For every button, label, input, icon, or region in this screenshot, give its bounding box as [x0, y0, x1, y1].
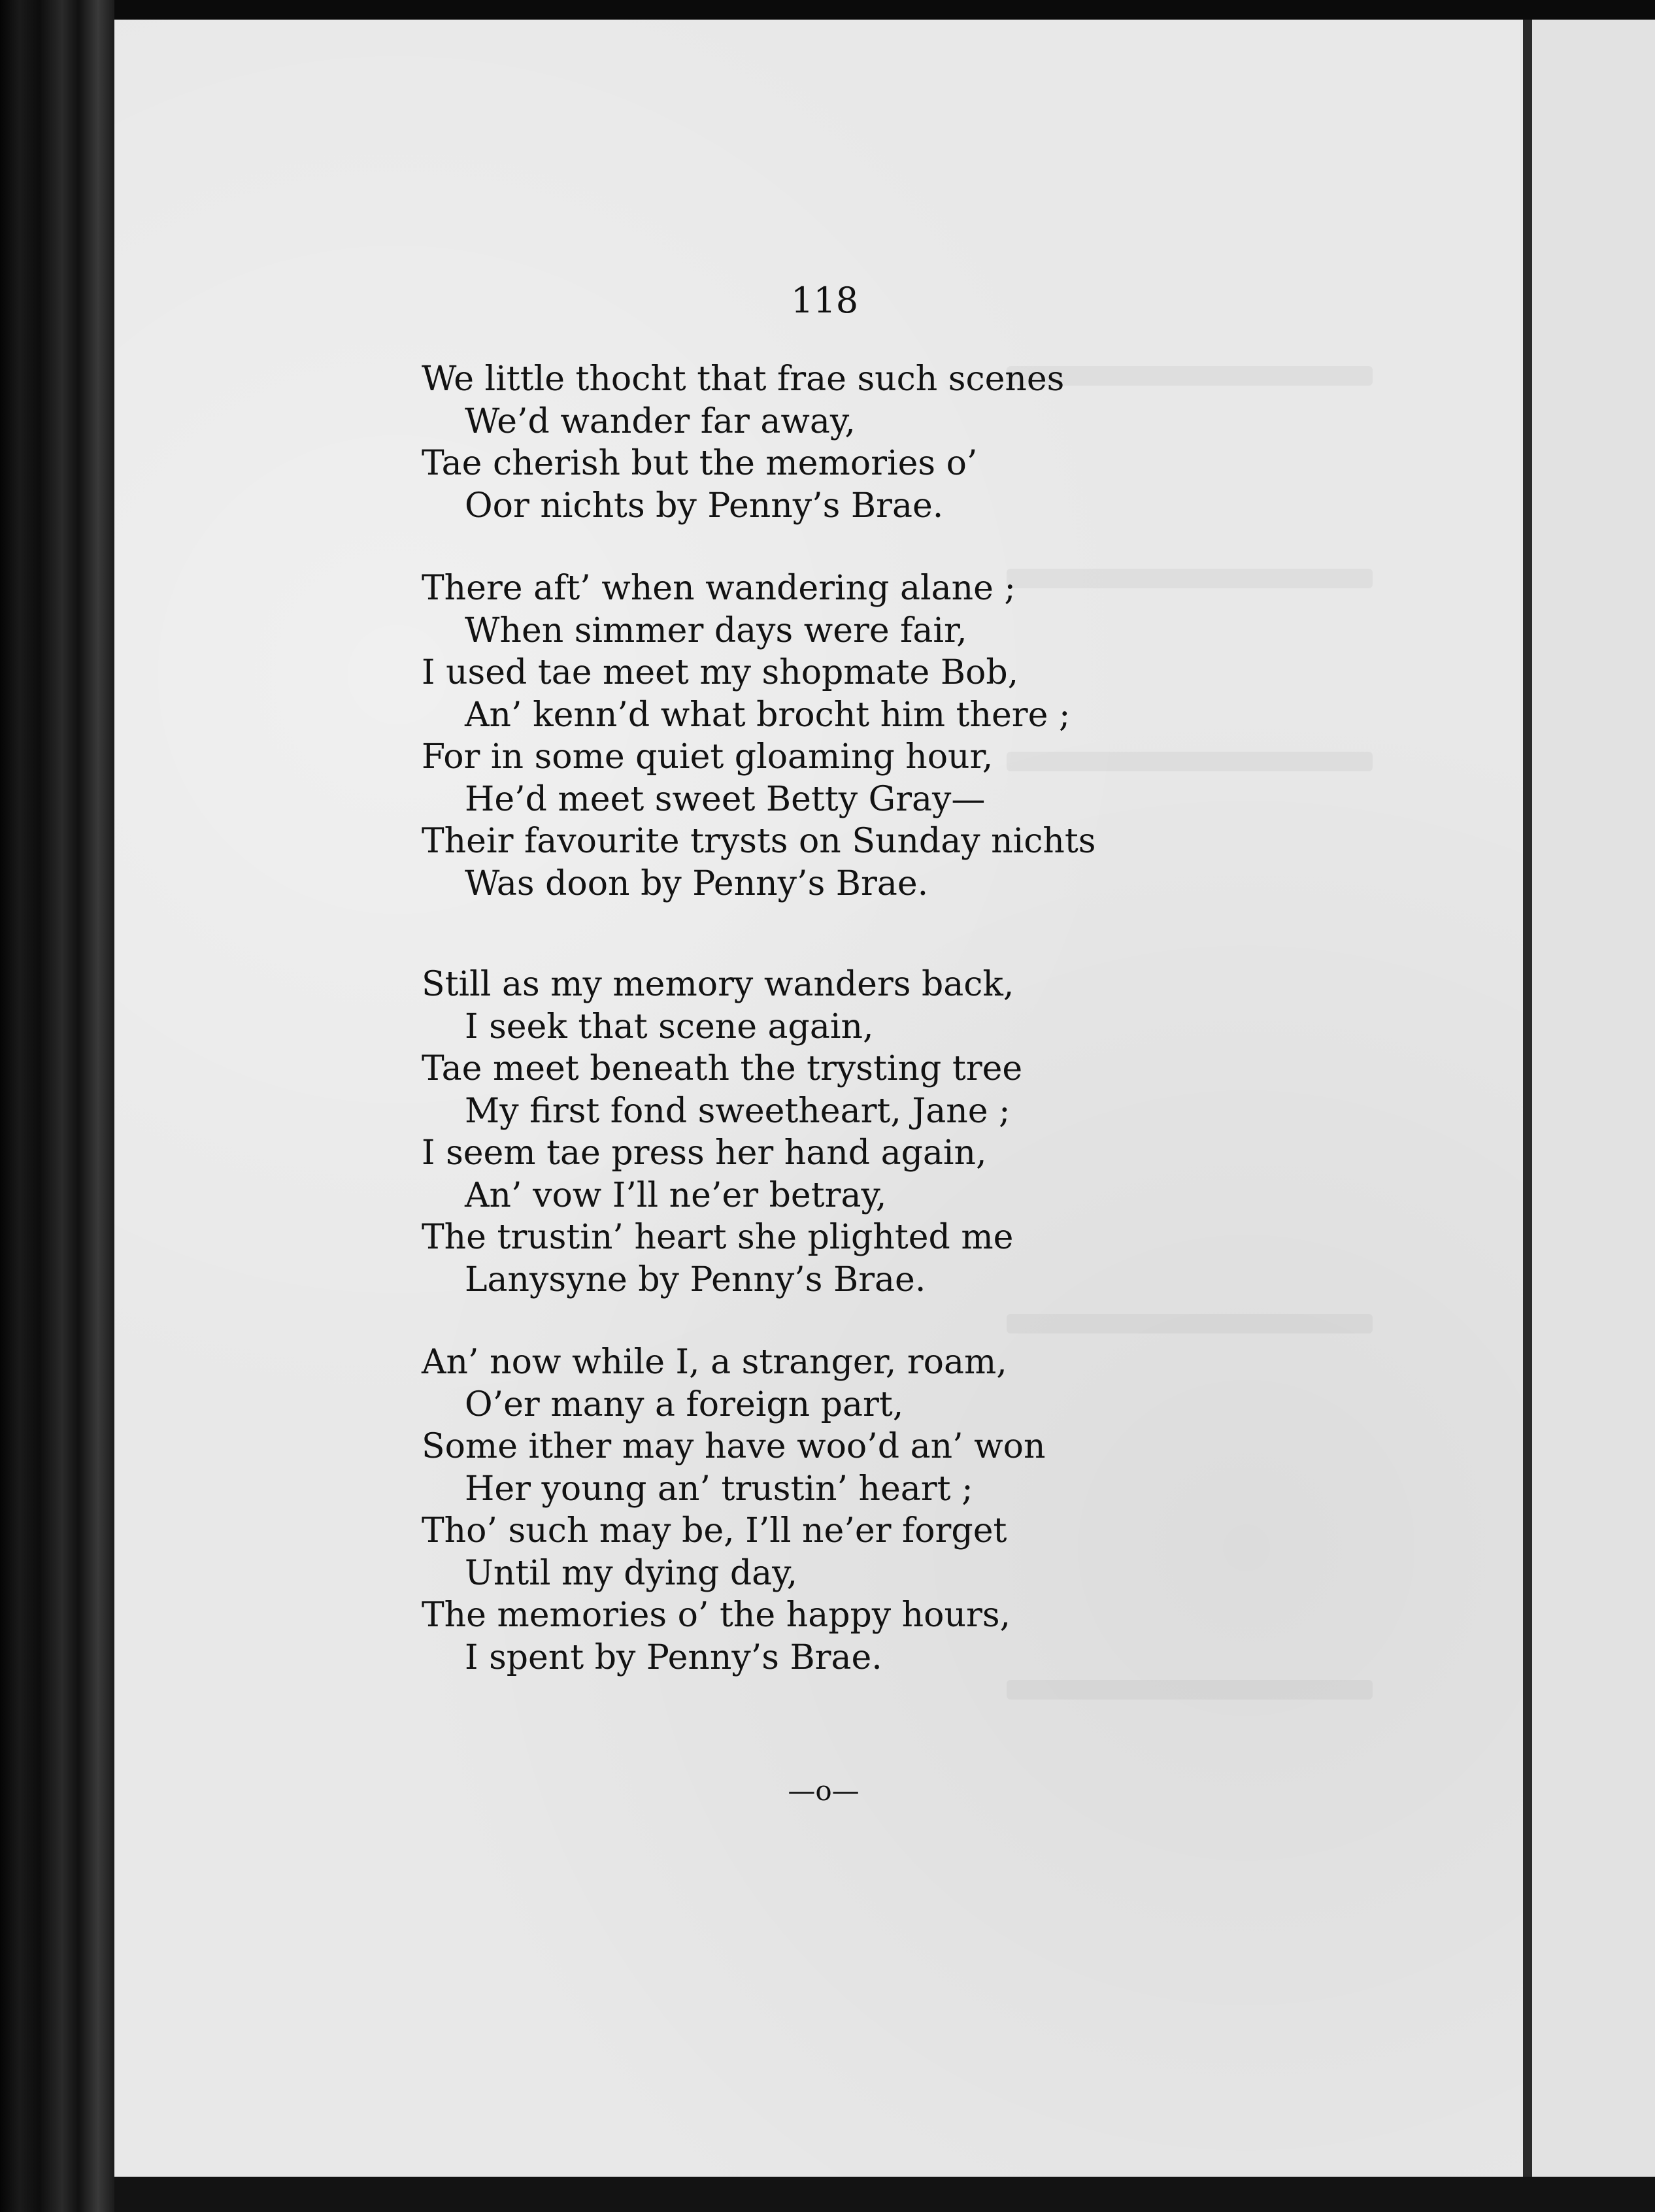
poem-line: Some ither may have woo’d an’ won [422, 1427, 1046, 1466]
poem-line: Tho’ such may be, I’ll ne’er forget [422, 1511, 1007, 1550]
poem-line: The memories o’ the happy hours, [422, 1596, 1011, 1635]
poem-line: My first fond sweetheart, Jane ; [465, 1091, 1011, 1131]
poem-line: O’er many a foreign part, [465, 1384, 904, 1424]
poem-line: An’ kenn’d what brocht him there ; [465, 695, 1071, 735]
poem-line: An’ now while I, a stranger, roam, [422, 1343, 1007, 1382]
poem-line: For in some quiet gloaming hour, [422, 737, 994, 777]
poem-line: I used tae meet my shopmate Bob, [422, 653, 1019, 692]
page-gutter [1523, 20, 1532, 2196]
poem-line: Until my dying day, [465, 1553, 798, 1593]
poem-line: There aft’ when wandering alane ; [422, 569, 1016, 608]
poem-line: Oor nichts by Penny’s Brae. [465, 486, 944, 526]
poem-line: I seem tae press her hand again, [422, 1133, 987, 1173]
facing-page-edge [1532, 20, 1655, 2203]
poem-line: Her young an’ trustin’ heart ; [465, 1469, 973, 1509]
poem-line: We’d wander far away, [465, 401, 856, 441]
stanza [422, 358, 1245, 527]
poem-line: The trustin’ heart she plighted me [422, 1218, 1014, 1257]
poem-line: Their favourite trysts on Sunday nichts [422, 822, 1096, 861]
poem-line: Lanysyne by Penny’s Brae. [465, 1260, 926, 1299]
poem-line: Was doon by Penny’s Brae. [465, 863, 929, 903]
poem-body [422, 358, 1245, 1719]
poem-line: He’d meet sweet Betty Gray— [465, 779, 986, 819]
poem-line: Still as my memory wanders back, [422, 965, 1014, 1004]
stanza [422, 964, 1245, 1301]
poem-line: I seek that scene again, [465, 1007, 874, 1047]
poem-line: Tae cherish but the memories o’ [422, 444, 978, 483]
bottom-border [114, 2177, 1655, 2212]
page-number: 118 [791, 280, 859, 321]
poem-line: I spent by Penny’s Brae. [465, 1637, 882, 1677]
section-ornament: —o— [788, 1775, 860, 1807]
poem-line: Tae meet beneath the trysting tree [422, 1049, 1023, 1088]
poem-line: An’ vow I’ll ne’er betray, [465, 1175, 887, 1215]
book-binding [0, 0, 114, 2212]
stanza [422, 1341, 1245, 1679]
poem-line: We little thocht that frae such scenes [422, 360, 1065, 399]
poem-line: When simmer days were fair, [465, 611, 967, 650]
stanza [422, 567, 1245, 905]
